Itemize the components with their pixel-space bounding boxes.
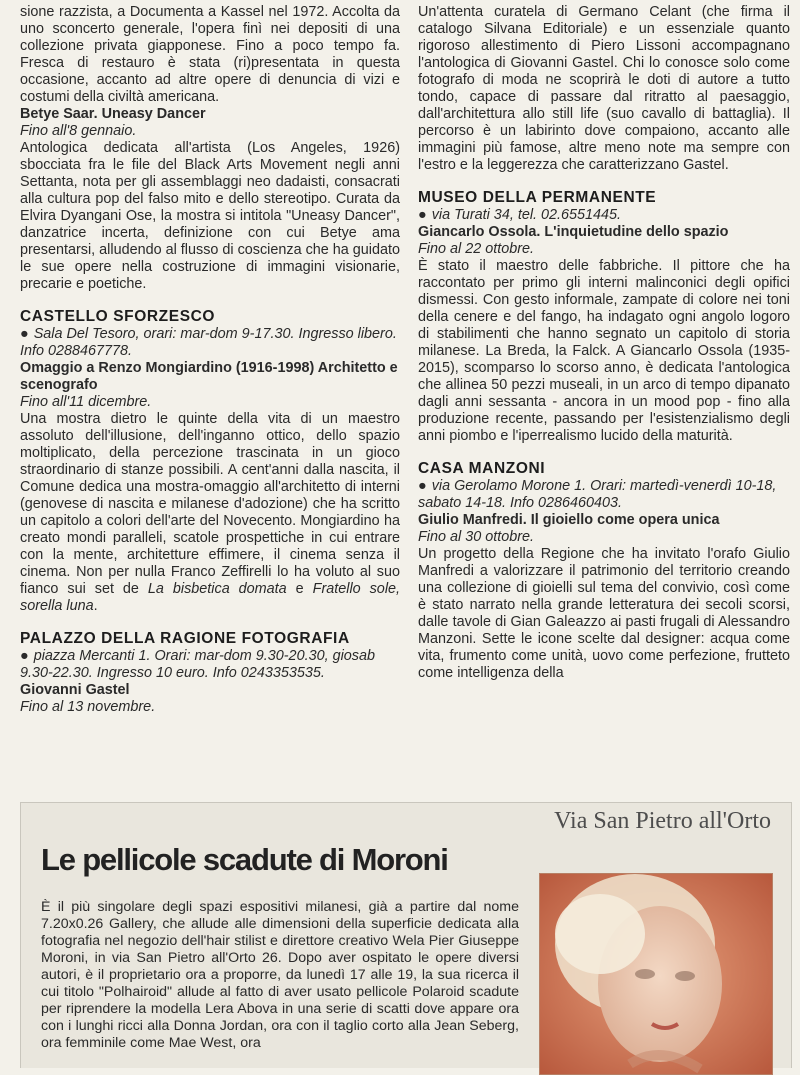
saar-body: Antologica dedicata all'artista (Los Angeles, 1926) sbocciata fra le file del Black Arts Movement negli anni Settanta, nota per gli assemblaggi neo dadaisti, consacrati alla cultura pop del falso mito e dello stereotipo. Curata da Elvira Dyangani Ose, la mostra si intitola "Uneasy Dancer", danzatrice incerta, definizione con cui Betye ama presentarsi, alludendo al flusso di coscienza che ha guidato le sue opere nella costruzione di immagini visionarie, precarie e poetiche. bbox=[20, 140, 400, 292]
bullet-icon: ● bbox=[418, 207, 427, 223]
permanente-dates: Fino al 22 ottobre. bbox=[418, 241, 534, 257]
bullet-icon: ● bbox=[418, 478, 427, 494]
manzoni-info-text: via Gerolamo Morone 1. Orari: martedì-venerdì 10-18, sabato 14-18. Info 0286460403. bbox=[418, 478, 777, 511]
portrait-image bbox=[540, 874, 772, 1074]
manzoni-body: Un progetto della Regione che ha invitato l'orafo Giulio Manfredi a valorizzare il patrimonio del territorio creando una collezione di gioielli sul tema del convivio, così come è stato narrato nella grande letteratura dei secoli scorsi, dalle tavole di Gian Galeazzo ai pasti frugali di Alessandro Manzoni. Sette le icone scelte dal designer: acqua come vita, frumento come unità, uovo come perfezione, frutteto come intelligenza della bbox=[418, 546, 790, 681]
bullet-icon: ● bbox=[20, 326, 29, 342]
ragione-info-text: piazza Mercanti 1. Orari: mar-dom 9.30-20.30, giosab 9.30-22.30. Ingresso 10 euro. Info 0243353535. bbox=[20, 648, 375, 681]
bullet-icon: ● bbox=[20, 648, 29, 664]
sforzesco-dates: Fino all'11 dicembre. bbox=[20, 394, 152, 410]
feature-photo bbox=[539, 873, 773, 1075]
sforzesco-venue: CASTELLO SFORZESCO bbox=[20, 308, 216, 325]
film-title-2: Fratello sole, sorella luna bbox=[20, 581, 401, 614]
feature-location: Via San Pietro all'Orto bbox=[554, 808, 771, 834]
manzoni-dates: Fino al 30 ottobre. bbox=[418, 529, 534, 545]
permanente-info bbox=[418, 207, 790, 224]
sforzesco-body-and: e bbox=[286, 581, 313, 597]
gastel-body: Un'attenta curatela di Germano Celant (che firma il catalogo Silvana Editoriale) e un essenziale quanto rigoroso allestimento di Piero Lissoni accompagnano l'antologica di Giovanni Gastel. Chi lo conosce solo come fotografo di moda ne scoprirà le doti di autore a tutto tondo, capace di passare dal ritratto al paesaggio, dall'architettura allo still life (suo cavallo di battaglia). Il percorso è un labirinto dove compaiono, accanto alle immagini più famose, altre meno note ma sempre con l'estro e la leggerezza che caratterizzano Gastel. bbox=[418, 4, 790, 173]
saar-dates: Fino all'8 gennaio. bbox=[20, 123, 137, 139]
sforzesco-title: Omaggio a Renzo Mongiardino (1916-1998) Architetto e scenografo bbox=[20, 360, 398, 393]
sforzesco-body-text: Una mostra dietro le quinte della vita di un maestro assoluto dell'illusione, dell'inganno ottico, dello spazio moltiplicato, della percezione trascinata in un gioco straordinario di stanze possibili. A cent'anni dalla nascita, il Comune dedica una mostra-omaggio all'architetto di interni (genovese di nascita e milanese d'adozione) che ha scritto un capitolo a colori dell'arte del Novecento. Mongiardino ha creato mondi paralleli, scatole prospettiche in cui entrare con la mente, architetture effimere, il cinema senza il cinema. Non per nulla Franco Zeffirelli lo ha voluto al suo fianco sui set de bbox=[20, 411, 400, 597]
ragione-info bbox=[20, 648, 400, 682]
feature-body: È il più singolare degli spazi espositivi milanesi, già a partire dal nome 7.20x0.26 Gallery, che allude alle dimensioni della superficie dedicata alla fotografia nel negozio dell'hair stilist e direttore creativo Wela Pier Giuseppe Moroni, in via San Pietro all'Orto 26. Dopo aver ospitato le opere diversi autori, è il proprietario ora a proporre, da lunedì 17 alle 19, la sua ricerca il cui titolo "Polhairoid" allude al fatto di aver usato pellicole Polaroid scadute per riprendere la modella Lera Abova in una serie di scatti dove appare ora con i lunghi ricci alla Donna Jordan, ora con il taglio corto alla Jean Seberg, ora femminile come Mae West, ora bbox=[41, 899, 519, 1051]
ragione-venue: PALAZZO DELLA RAGIONE FOTOGRAFIA bbox=[20, 630, 350, 647]
ragione-dates: Fino al 13 novembre. bbox=[20, 699, 156, 715]
feature-box bbox=[20, 802, 792, 1068]
sforzesco-body-end: . bbox=[93, 598, 98, 614]
sforzesco-body bbox=[20, 411, 400, 615]
sforzesco-info bbox=[20, 326, 400, 360]
permanente-info-text: via Turati 34, tel. 02.6551445. bbox=[431, 207, 622, 223]
film-title-1: La bisbetica domata bbox=[147, 581, 287, 597]
saar-title: Betye Saar. Uneasy Dancer bbox=[20, 106, 206, 122]
feature-headline: Le pellicole scadute di Moroni bbox=[41, 842, 448, 877]
permanente-venue: MUSEO DELLA PERMANENTE bbox=[418, 189, 657, 206]
right-column bbox=[418, 4, 790, 682]
sforzesco-info-text: Sala Del Tesoro, orari: mar-dom 9-17.30. Ingresso libero. Info 0288467778. bbox=[20, 326, 397, 359]
permanente-body: È stato il maestro delle fabbriche. Il pittore che ha raccontato per primo gli interni malinconici degli opifici dismessi. Con gesto informale, zampate di colore nei toni della cenere e del fango, ha indagato ogni angolo logoro di stabilimenti che hanno segnato un capitolo di storia milanese. La Breda, la Falck. A Giancarlo Ossola (1935-2015), scomparso lo scorso anno, è dedicata l'antologica che allinea 50 pezzi museali, in un arco di tempo dipanato dagli anni sessanta - ancora in un mood pop - fino alla produzione recente, passando per l'esistenzialismo degli anni piombo e l'iperrealismo lucido della maturità. bbox=[418, 258, 790, 444]
intro-paragraph: sione razzista, a Documenta a Kassel nel 1972. Accolta da uno sconcerto generale, l'opera finì nei depositi di una collezione privata giapponese. Fino a poco tempo fa. Fresca di restauro è stata (ri)presentata in questa occasione, accanto ad altre opere di denuncia di vizi e costumi della civiltà americana. bbox=[20, 4, 400, 105]
ragione-title: Giovanni Gastel bbox=[20, 682, 130, 698]
manzoni-title: Giulio Manfredi. Il gioiello come opera unica bbox=[418, 512, 720, 528]
left-column bbox=[20, 4, 400, 716]
manzoni-venue: CASA MANZONI bbox=[418, 460, 546, 477]
permanente-title: Giancarlo Ossola. L'inquietudine dello spazio bbox=[418, 224, 729, 240]
manzoni-info bbox=[418, 478, 790, 512]
